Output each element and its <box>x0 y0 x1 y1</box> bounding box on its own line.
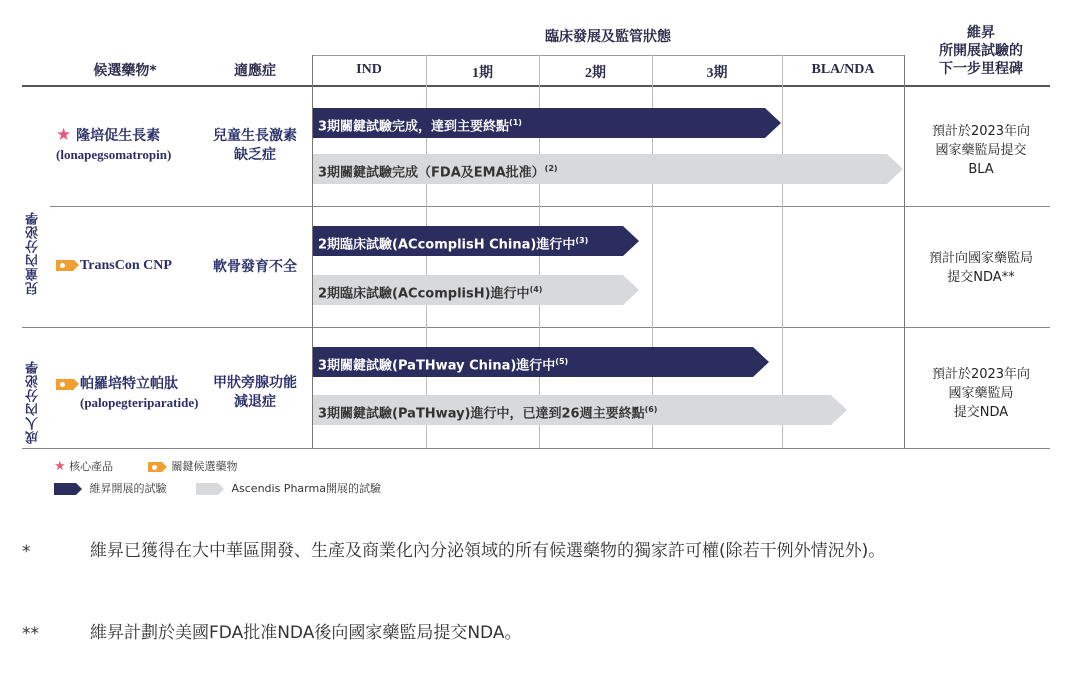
milestone-header-text: 維昇 所開展試驗的 下一步里程碑 <box>939 25 1023 77</box>
milestone-header <box>906 24 1056 78</box>
tag-icon <box>148 462 162 472</box>
phase-1: 1期 <box>472 66 493 81</box>
bar-label: 2期臨床試驗(ACcomplisH China)進行中 <box>318 237 576 253</box>
legend-core-label: 核心產品 <box>69 460 114 473</box>
drug-name: 隆培促生長素 <box>76 128 161 144</box>
drug-sub-name: (palopegteriparatide) <box>80 395 199 410</box>
indication-header: 適應症 <box>234 63 276 79</box>
category-pediatric: 兒童內分泌學 <box>26 211 41 295</box>
star-icon: ★ <box>54 459 66 474</box>
light-arrow-icon <box>196 483 224 495</box>
milestone-row1: 預計於2023年向 國家藥監局提交 BLA <box>931 124 1031 177</box>
legend-core-product <box>54 458 113 474</box>
legend-visen-label: 維昇開展的試驗 <box>89 482 167 495</box>
bar-label: 3期關鍵試驗(PaTHway China)進行中 <box>318 358 556 374</box>
indication-ghd: 兒童生長激素 缺乏症 <box>213 128 297 163</box>
trial-bar-row2-visen <box>313 226 639 256</box>
key-candidate-tag-icon <box>56 260 74 271</box>
footnote-text-1: 維昇已獲得在大中華區開發、生產及商業化內分泌領域的所有候選藥物的獨家許可權(除若干例外情況外)。 <box>90 541 886 561</box>
core-product-star-icon: ★ <box>56 125 72 145</box>
drug-name: 帕羅培特立帕肽 <box>80 376 178 392</box>
milestone-row3: 預計於2023年向 國家藥監局 提交NDA <box>931 367 1031 420</box>
footnote-mark-1: * <box>22 542 31 562</box>
footnote-text-2: 維昇計劃於美國FDA批准NDA後向國家藥監局提交NDA。 <box>90 623 522 643</box>
category-adult: 成人內分泌學 <box>26 360 41 444</box>
clinical-status-header: 臨床發展及監管狀態 <box>545 29 671 45</box>
drug-name: TransCon CNP <box>80 258 172 273</box>
milestone-row2: 預計向國家藥監局 提交NDA** <box>928 251 1033 285</box>
candidate-header: 候選藥物* <box>93 63 157 79</box>
legend-ascendis-trial <box>196 480 381 496</box>
trial-bar-row1-ascendis <box>313 154 903 184</box>
trial-bar-row3-visen <box>313 347 769 377</box>
legend-key-label: 關鍵候選藥物 <box>171 460 238 473</box>
trial-bar-row2-ascendis <box>313 275 639 305</box>
bar-note: (6) <box>644 405 658 414</box>
bar-label: 2期臨床試驗(ACcomplisH)進行中 <box>318 286 530 302</box>
phase-bla-nda: BLA/NDA <box>811 62 875 77</box>
bar-label: 3期關鍵試驗(PaTHway)進行中，已達到26週主要終點 <box>318 406 645 422</box>
col-rule-milestone <box>904 55 905 448</box>
row1-bottom-rule <box>50 206 1050 207</box>
phase-ind: IND <box>356 62 382 77</box>
col-rule-bla <box>782 55 783 448</box>
table-bottom-rule <box>22 448 1050 449</box>
header-bottom-rule <box>22 85 1050 87</box>
drug-lonapegsomatropin <box>56 125 206 163</box>
indication-hypoparathyroidism: 甲狀旁腺功能 減退症 <box>213 375 297 410</box>
dark-arrow-icon <box>54 483 82 495</box>
bar-note: (5) <box>555 357 569 366</box>
phase-3: 3期 <box>706 66 728 81</box>
drug-transcon-cnp <box>56 258 206 274</box>
drug-sub-name: (lonapegsomatropin) <box>56 147 172 162</box>
footnote-mark-2: ** <box>22 624 39 644</box>
bar-note: (3) <box>575 236 589 245</box>
header-underline <box>312 55 904 56</box>
key-candidate-tag-icon <box>56 379 74 390</box>
indication-achondroplasia: 軟骨發育不全 <box>213 259 297 275</box>
bar-label: 3期關鍵試驗完成，達到主要終點 <box>318 119 510 135</box>
bar-note: (2) <box>544 164 558 173</box>
bar-note: (4) <box>529 285 543 294</box>
phase-2: 2期 <box>585 66 606 81</box>
legend-ascendis-label: Ascendis Pharma開展的試驗 <box>231 482 381 495</box>
bar-label: 3期關鍵試驗完成（FDA及EMA批准） <box>318 165 545 181</box>
trial-bar-row1-visen <box>313 108 781 138</box>
trial-bar-row3-ascendis <box>313 395 847 425</box>
bar-note: (1) <box>509 118 522 127</box>
legend-key-candidate <box>148 458 238 474</box>
drug-palopegteriparatide <box>56 373 206 411</box>
legend-visen-trial <box>54 480 167 496</box>
section-rule <box>22 327 1050 328</box>
